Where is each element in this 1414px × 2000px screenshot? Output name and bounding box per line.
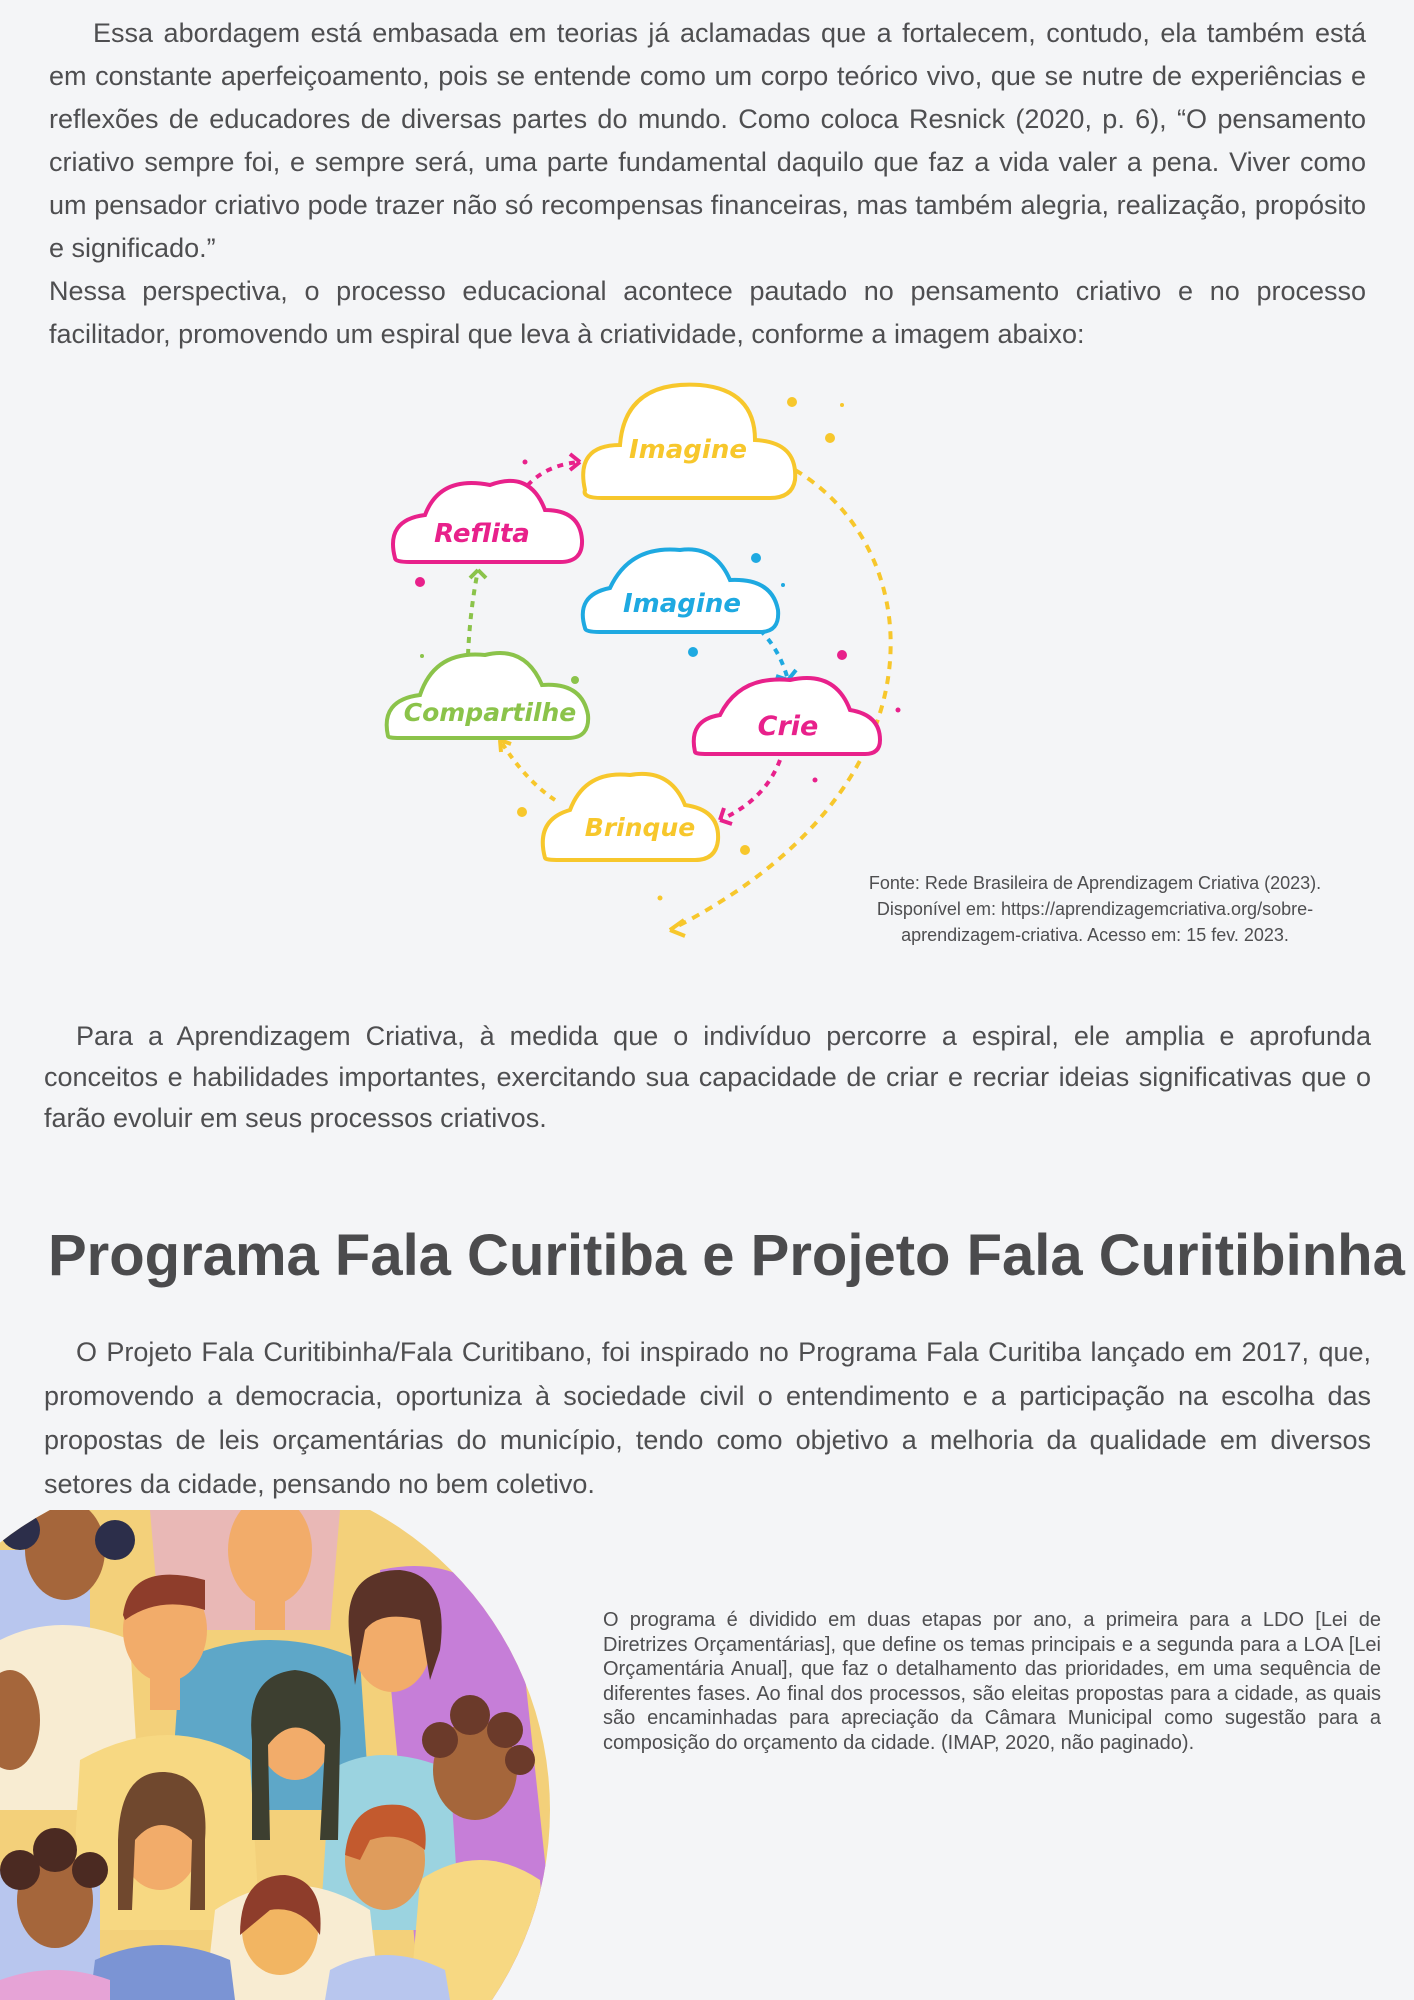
cloud-label-crie: Crie <box>757 711 819 742</box>
cloud-brinque <box>543 774 718 860</box>
cloud-compartilhe <box>387 653 589 738</box>
paragraph-intro <box>49 12 1366 270</box>
cloud-label-brinque: Brinque <box>584 813 696 842</box>
paragraph-intro-text: Essa abordagem está embasada em teorias já aclamadas que a fortalecem, contudo, ela também está em constante aperfeiçoamento, pois se entende como um corpo teórico vivo, que se nutre de experiências e reflexões de educadores de diversas partes do mundo. Como coloca Resnick (2020, p. 6), “O pensamento criativo sempre foi, e sempre será, uma parte fundamental daquilo que faz a vida valer a pena. Viver como um pensador criativo pode trazer não só recompensas financeiras, mas também alegria, realização, propósito e significado.” <box>49 18 1366 263</box>
paragraph-program-text: O Projeto Fala Curitibinha/Fala Curitibano, foi inspirado no Programa Fala Curitiba lançado em 2017, que, promovendo a democracia, oportuniza à sociedade civil o entendimento e a participação na escolha das propostas de leis orçamentárias do município, tendo como objetivo a melhoria da qualidade em diversos setores da cidade, pensando no bem coletivo. <box>44 1337 1371 1499</box>
cloud-reflita <box>393 481 582 562</box>
paragraph-program <box>44 1330 1371 1506</box>
arrow-brinque-compartilhe <box>500 740 555 800</box>
paragraph-spiral-text: Para a Aprendizagem Criativa, à medida que o indivíduo percorre a espiral, ele amplia e aprofunda conceitos e habilidades importantes, exercitando sua capacidade de criar e recriar ideias significativas que o farão evoluir em seus processos criativos. <box>44 1021 1371 1133</box>
arrow-compartilhe-reflita-head <box>470 570 486 578</box>
people-crowd-illustration <box>0 1510 560 2000</box>
cloud-crie <box>694 678 880 754</box>
paragraph-spiral <box>44 1016 1371 1139</box>
paragraph-perspective: Nessa perspectiva, o processo educacional acontece pautado no pensamento criativo e no processo facilitador, promovendo um espiral que leva à criatividade, conforme a imagem abaixo: <box>49 276 1366 349</box>
spiral-outer-arrowhead <box>670 920 685 936</box>
cloud-imagine-mid <box>583 549 778 632</box>
arrow-compartilhe-reflita <box>468 570 478 655</box>
cloud-label-imagine-top: Imagine <box>629 435 747 465</box>
cloud-imagine-top <box>583 385 795 498</box>
figure-caption: Fonte: Rede Brasileira de Aprendizagem Criativa (2023). Disponível em: https://aprendizagemcriativa.org/sobre-aprendizagem-criativa. Acesso em: 15 fev. 2023. <box>868 873 1322 945</box>
arrow-crie-brinque <box>720 760 780 820</box>
cloud-label-compartilhe: Compartilhe <box>403 698 577 727</box>
section-heading: Programa Fala Curitiba e Projeto Fala Curitibinha <box>48 1223 1405 1288</box>
block-quote: O programa é dividido em duas etapas por ano, a primeira para a LDO [Lei de Diretrizes Orçamentárias], que define os temas principais e a segunda para a LOA [Lei Orçamentária Anual], que faz o detalhamento das prioridades, em uma sequência de diferentes fases. Ao final dos processos, são eleitas propostas para a cidade, as quais são encaminhadas para apreciação da Câmara Municipal como sugestão para a composição do orçamento da cidade. (IMAP, 2020, não paginado). <box>603 1609 1381 1754</box>
arrow-imagine-crie <box>760 630 788 680</box>
cloud-label-reflita: Reflita <box>434 519 530 549</box>
cloud-label-imagine-mid: Imagine <box>623 589 741 619</box>
